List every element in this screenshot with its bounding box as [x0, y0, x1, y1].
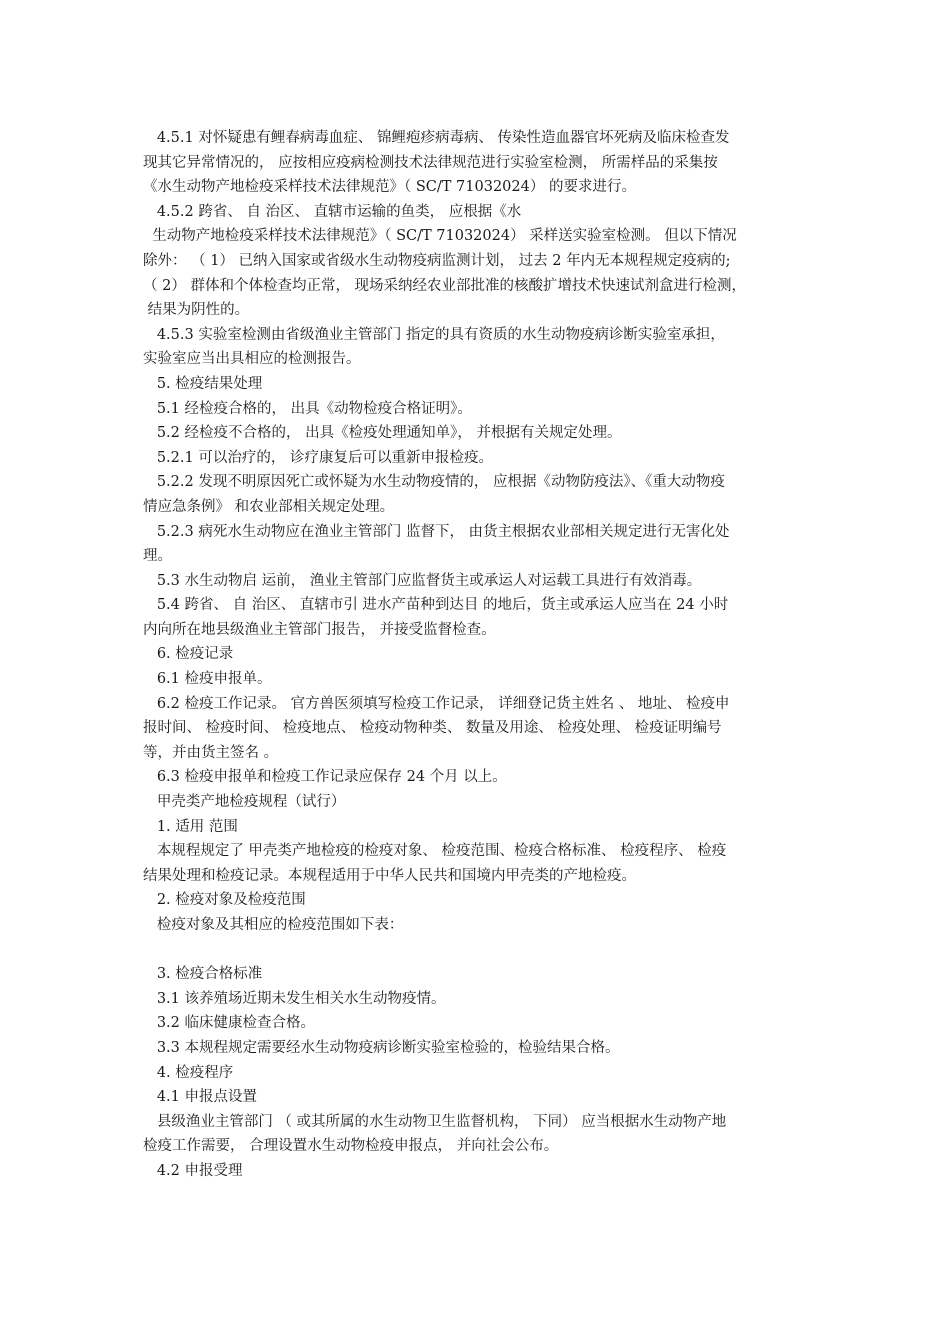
text-line: 6.1 检疫申报单。 — [143, 671, 272, 688]
text-line: 1. 适用 范围 — [143, 818, 238, 835]
text-line: 5.3 水生动物启 运前， 渔业主管部门应监督货主或承运人对运载工具进行有效消毒。 — [143, 572, 702, 589]
text-line: 甲壳类产地检疫规程（试行） — [143, 794, 346, 811]
text-line: 结果为阴性的。 — [143, 302, 250, 319]
document-page — [143, 126, 823, 1184]
text-line: 本规程规定了 甲壳类产地检疫的检疫对象、 检疫范围、检疫合格标准、 检疫程序、 检疫 — [143, 843, 727, 860]
text-line: 5.2.3 病死水生动物应在渔业主管部门 监督下， 由货主根据农业部相关规定进行无害化处 — [143, 523, 730, 540]
text-line: 内向所在地县级渔业主管部门报告， 并接受监督检查。 — [143, 621, 496, 638]
text-line: 县级渔业主管部门 （ 或其所属的水生动物卫生监督机构， 下同） 应当根据水生动物产地 — [143, 1113, 727, 1130]
text-line: 4.5.3 实验室检测由省级渔业主管部门 指定的具有资质的水生动物疫病诊断实验室承担， — [143, 326, 725, 343]
text-line: 生动物产地检疫采样技术法律规范》（ SC/T 71032024） 采样送实验室检测。 但以下情况 — [143, 228, 737, 245]
text-line: 4.5.2 跨省、 自 治区、 直辖市运输的鱼类， 应根据《水 — [143, 203, 522, 220]
text-line: 5.2.1 可以治疗的， 诊疗康复后可以重新申报检疫。 — [143, 449, 493, 466]
text-line: 2. 检疫对象及检疫范围 — [143, 892, 306, 909]
text-line: 3.1 该养殖场近期未发生相关水生动物疫情。 — [143, 990, 446, 1007]
text-line: 5.4 跨省、 自 治区、 直辖市引 进水产苗种到达目 的地后，货主或承运人应当在 24 小时 — [143, 597, 729, 614]
text-line: 4.2 申报受理 — [143, 1162, 243, 1179]
text-line: 检疫对象及其相应的检疫范围如下表： — [143, 917, 404, 933]
text-line: 5.2 经检疫不合格的， 出具《检疫处理通知单》， 并根据有关规定处理。 — [143, 425, 622, 442]
text-line: 《水生动物产地检疫采样技术法律规范》（ SC/T 71032024） 的要求进行。 — [143, 179, 636, 196]
text-line: 5. 检疫结果处理 — [143, 375, 263, 392]
text-line: 情应急条例》 和农业部相关规定处理。 — [143, 498, 395, 515]
text-line: 6.2 检疫工作记录。 官方兽医须填写检疫工作记录， 详细登记货主姓名 、 地址、 检疫申 — [143, 695, 730, 712]
text-line: 等，并由货主签名 。 — [143, 744, 279, 761]
text-line: 6. 检疫记录 — [143, 646, 234, 663]
text-line: 理。 — [143, 548, 172, 565]
text-line: 4.5.1 对怀疑患有鲤春病毒血症、 锦鲤疱疹病毒病、 传染性造血器官坏死病及临床检查发 — [143, 130, 730, 146]
text-line: 检疫工作需要， 合理设置水生动物检疫申报点， 并向社会公布。 — [143, 1138, 559, 1155]
text-line: 5.1 经检疫合格的， 出具《动物检疫合格证明》。 — [143, 400, 472, 417]
text-line: 除外： （ 1） 已纳入国家或省级水生动物疫病监测计划， 过去 2 年内无本规程规定疫病的; — [143, 252, 731, 269]
text-line: 4.1 申报点设置 — [143, 1089, 257, 1106]
text-line: 实验室应当出具相应的检测报告。 — [143, 351, 361, 368]
text-line: 3. 检疫合格标准 — [143, 966, 263, 983]
text-line: 报时间、 检疫时间、 检疫地点、 检疫动物种类、 数量及用途、 检疫处理、 检疫证明编号 — [143, 720, 722, 737]
text-line: 3.2 临床健康检查合格。 — [143, 1015, 315, 1032]
text-line: 6.3 检疫申报单和检疫工作记录应保存 24 个月 以上。 — [143, 769, 507, 786]
text-block-lower — [143, 962, 823, 1183]
text-line: 5.2.2 发现不明原因死亡或怀疑为水生动物疫情的， 应根据《动物防疫法》、《重大动物疫 — [143, 474, 725, 491]
blank-line — [143, 938, 823, 963]
text-line: 4. 检疫程序 — [143, 1064, 234, 1081]
text-line: （ 2） 群体和个体检查均正常， 现场采纳经农业部批准的核酸扩增技术快速试剂盒进行检测， — [143, 277, 747, 294]
text-block-upper — [143, 126, 823, 938]
text-line: 现其它异常情况的， 应按相应疫病检测技术法律规范进行实验室检测， 所需样品的采集按 — [143, 154, 718, 171]
text-line: 结果处理和检疫记录。本规程适用于中华人民共和国境内甲壳类的产地检疫。 — [143, 867, 636, 884]
text-line: 3.3 本规程规定需要经水生动物疫病诊断实验室检验的，检验结果合格。 — [143, 1039, 620, 1056]
